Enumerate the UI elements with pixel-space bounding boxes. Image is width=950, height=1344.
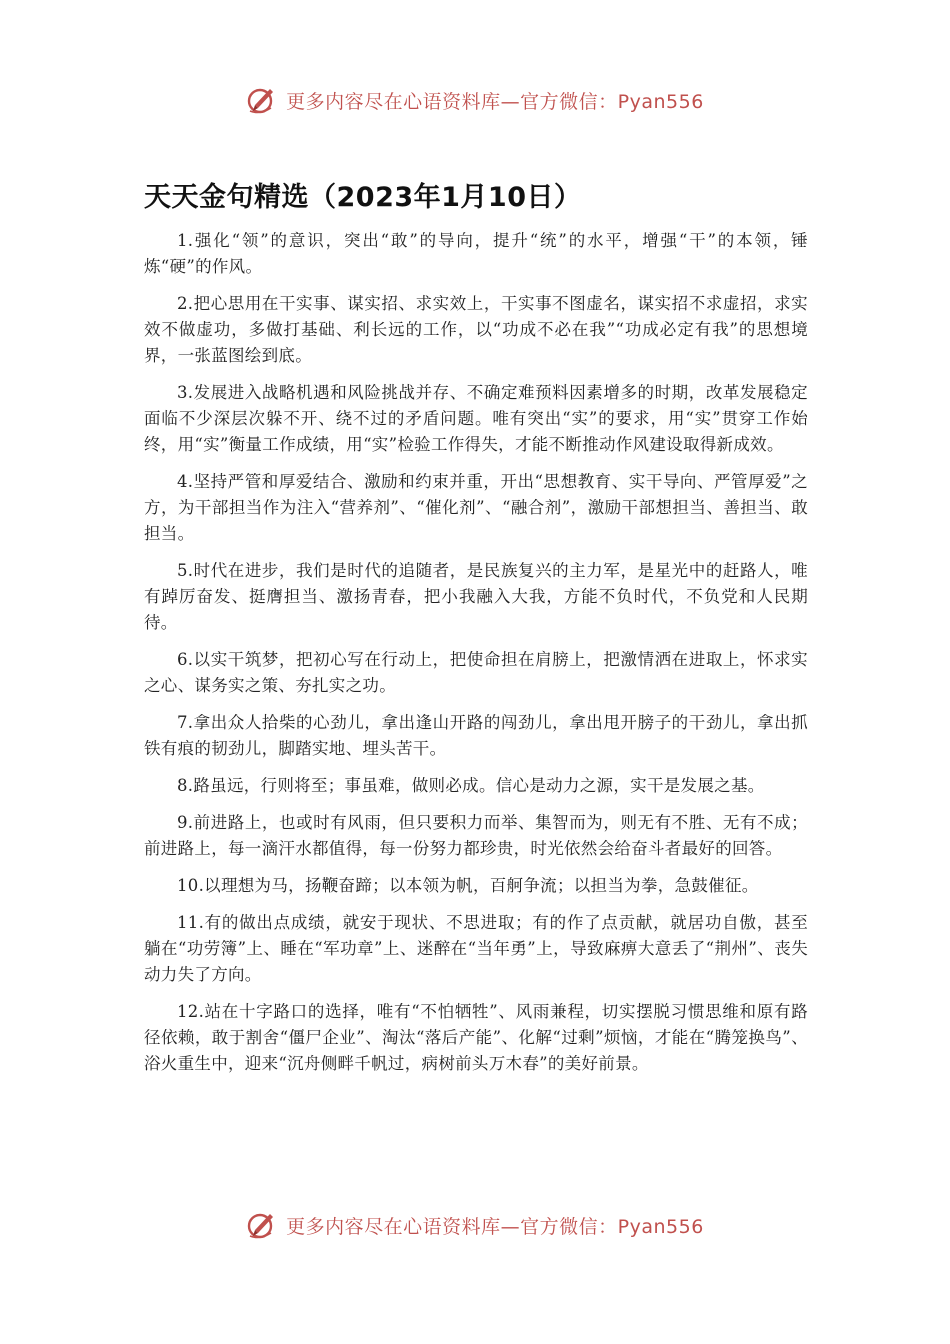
paragraph-11: 11.有的做出点成绩，就安于现状、不思进取；有的作了点贡献，就居功自傲，甚至躺在“功劳簿”上、睡在“军功章”上、迷醉在“当年勇”上，导致麻痹大意丢了“荆州”、丧失动力失了方向。 [144, 913, 808, 984]
paragraph-3: 3.发展进入战略机遇和风险挑战并存、不确定难预料因素增多的时期，改革发展稳定面临不少深层次躲不开、绕不过的矛盾问题。唯有突出“实”的要求，用“实”贯穿工作始终，用“实”衡量工作成绩，用“实”检验工作得失，才能不断推动作风建设取得新成效。 [144, 383, 808, 454]
paragraph-6: 6.以实干筑梦，把初心写在行动上，把使命担在肩膀上，把激情洒在进取上，怀求实之心、谋务实之策、夯扎实之功。 [144, 650, 808, 695]
header-banner [0, 84, 950, 116]
header-banner-text: 更多内容尽在心语资料库—官方微信：Pyan556 [286, 90, 704, 113]
paragraph-5: 5.时代在进步，我们是时代的追随者，是民族复兴的主力军，是星光中的赶路人，唯有踔厉奋发、挺膺担当、激扬青春，把小我融入大我，方能不负时代，不负党和人民期待。 [144, 561, 808, 632]
paragraph-12: 12.站在十字路口的选择，唯有“不怕牺牲”、风雨兼程，切实摆脱习惯思维和原有路径依赖，敢于割舍“僵尸企业”、淘汰“落后产能”、化解“过剩”烦恼，才能在“腾笼换鸟”、浴火重生中，迎来“沉舟侧畔千帆过，病树前头万木春”的美好前景。 [144, 1002, 808, 1073]
paragraph-9: 9.前进路上，也或时有风雨，但只要积力而举、集智而为，则无有不胜、无有不成；前进路上，每一滴汗水都值得，每一份努力都珍贵，时光依然会给奋斗者最好的回答。 [144, 813, 808, 858]
paragraph-10: 10.以理想为马，扬鞭奋蹄；以本领为帆，百舸争流；以担当为拳，急鼓催征。 [177, 876, 759, 895]
paragraph-7: 7.拿出众人拾柴的心劲儿，拿出逢山开路的闯劲儿，拿出甩开膀子的干劲儿，拿出抓铁有痕的韧劲儿，脚踏实地、埋头苦干。 [144, 713, 808, 758]
pen-logo-icon [246, 1209, 278, 1241]
document-body [144, 228, 808, 1088]
paragraph-2: 2.把心思用在干实事、谋实招、求实效上，干实事不图虚名，谋实招不求虚招，求实效不做虚功，多做打基础、利长远的工作，以“功成不必在我”“功成必定有我”的思想境界，一张蓝图绘到底。 [144, 294, 808, 365]
pen-logo-icon [246, 84, 278, 116]
paragraph-1: 1.强化“领”的意识，突出“敢”的导向，提升“统”的水平，增强“干”的本领，锤炼“硬”的作风。 [144, 231, 808, 276]
paragraph-8: 8.路虽远，行则将至；事虽难，做则必成。信心是动力之源，实干是发展之基。 [177, 776, 765, 795]
paragraph-4: 4.坚持严管和厚爱结合、激励和约束并重，开出“思想教育、实干导向、严管厚爱”之方，为干部担当作为注入“营养剂”、“催化剂”、“融合剂”，激励干部想担当、善担当、敢担当。 [144, 472, 808, 543]
footer-banner [0, 1209, 950, 1241]
document-title: 天天金句精选（2023年1月10日） [144, 182, 582, 213]
footer-banner-text: 更多内容尽在心语资料库—官方微信：Pyan556 [286, 1215, 704, 1238]
